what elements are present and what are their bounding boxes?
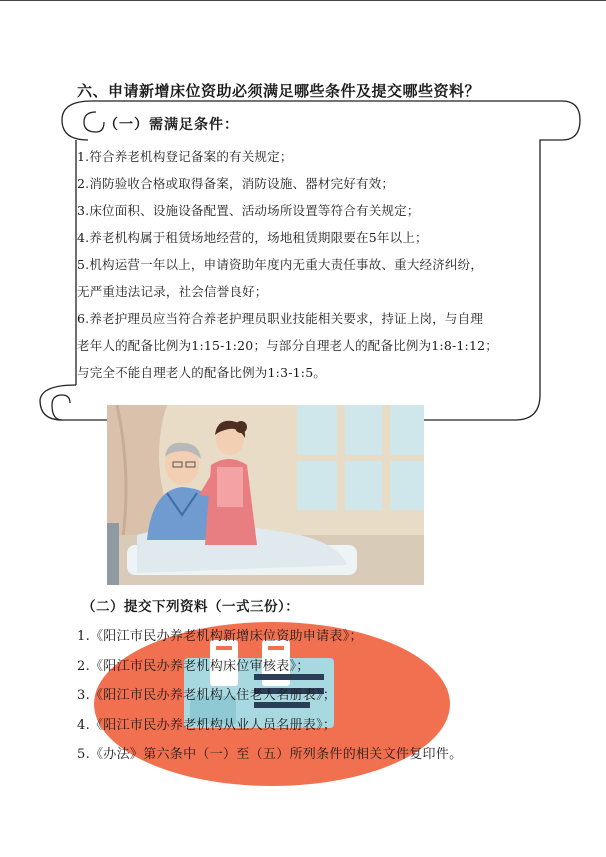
materials-heading: （二）提交下列资料（一式三份）： [82, 599, 300, 615]
requirement-item: 1.符合养老机构登记备案的有关规定； [77, 149, 293, 164]
top-rule [0, 0, 606, 1]
materials-list [77, 622, 547, 770]
requirement-item: 5.机构运营一年以上，申请资助年度内无重大责任事故、重大经济纠纷， [77, 257, 484, 272]
material-item: 2.《阳江市民办养老机构床位审核表》； [77, 658, 310, 674]
requirement-item: 与完全不能自理老人的配备比例为1:3-1:5。 [77, 365, 327, 380]
material-item: 4.《阳江市民办养老机构从业人员名册表》； [77, 717, 337, 733]
requirement-item: 无严重违法记录，社会信誉良好； [77, 284, 268, 299]
material-item: 3.《阳江市民办养老机构入住老人名册表》； [77, 688, 337, 703]
requirement-item: 6.养老护理员应当符合养老护理员职业技能相关要求，持证上岗，与自理 [77, 311, 484, 326]
requirements-list [77, 143, 537, 386]
material-item: 5.《办法》第六条中（一）至（五）所列条件的相关文件复印件。 [77, 747, 463, 762]
requirement-item: 4.养老机构属于租赁场地经营的，场地租赁期限要在5年以上； [77, 230, 428, 245]
caregiver-illustration [107, 405, 424, 585]
requirements-heading: （一）需满足条件： [104, 117, 239, 133]
requirement-item: 老年人的配备比例为1:15-1:20；与部分自理老人的配备比例为1:8-1:12； [77, 338, 498, 353]
requirement-item: 3.床位面积、设施设备配置、活动场所设置等符合有关规定； [77, 203, 420, 218]
material-item: 1.《阳江市民办养老机构新增床位资助申请表》； [77, 629, 363, 644]
section-title: 六、申请新增床位资助必须满足哪些条件及提交哪些资料？ [77, 82, 481, 100]
requirement-item: 2.消防验收合格或取得备案，消防设施、器材完好有效； [77, 176, 395, 191]
